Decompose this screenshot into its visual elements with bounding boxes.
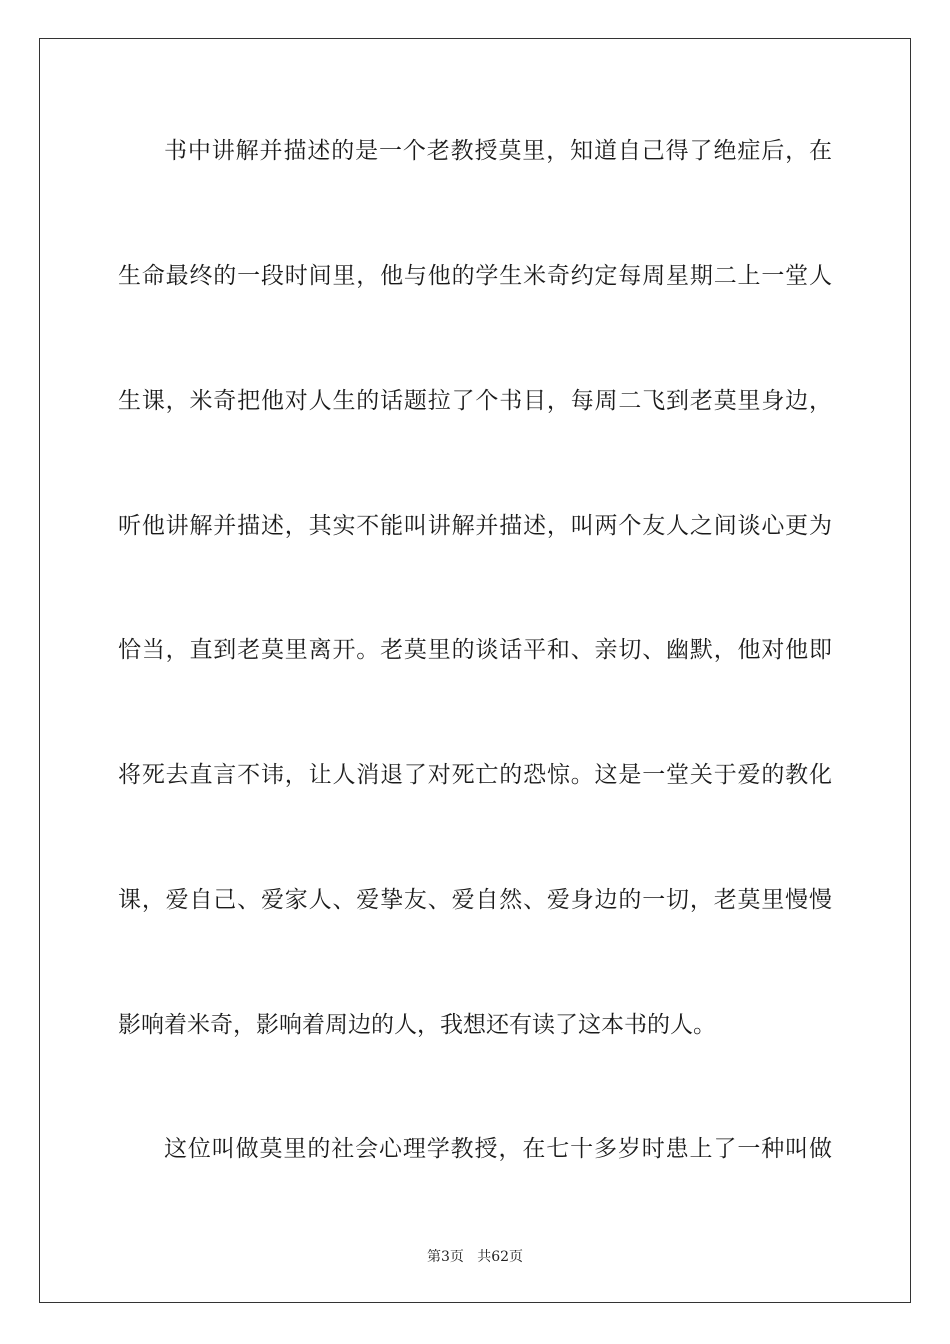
paragraph-line: 生命最终的一段时间里，他与他的学生米奇约定每周星期二上一堂人	[118, 263, 832, 289]
paragraph-line: 生课，米奇把他对人生的话题拉了个书目，每周二飞到老莫里身边，	[118, 388, 832, 414]
paragraph-line: 课，爱自己、爱家人、爱挚友、爱自然、爱身边的一切，老莫里慢慢	[118, 887, 832, 913]
paragraph-line: 将死去直言不讳，让人消退了对死亡的恐惊。这是一堂关于爱的教化	[118, 762, 832, 788]
paragraph-line: 这位叫做莫里的社会心理学教授，在七十多岁时患上了一种叫做	[164, 1136, 832, 1162]
paragraph-line: 书中讲解并描述的是一个老教授莫里，知道自己得了绝症后，在	[164, 138, 832, 164]
page-number-footer: 第3页 共62页	[426, 1249, 524, 1265]
paragraph-line: 恰当，直到老莫里离开。老莫里的谈话平和、亲切、幽默，他对他即	[118, 637, 832, 663]
page-border	[39, 38, 911, 1303]
paragraph-line: 听他讲解并描述，其实不能叫讲解并描述，叫两个友人之间谈心更为	[118, 513, 832, 539]
paragraph-line: 影响着米奇，影响着周边的人，我想还有读了这本书的人。	[118, 1012, 716, 1038]
